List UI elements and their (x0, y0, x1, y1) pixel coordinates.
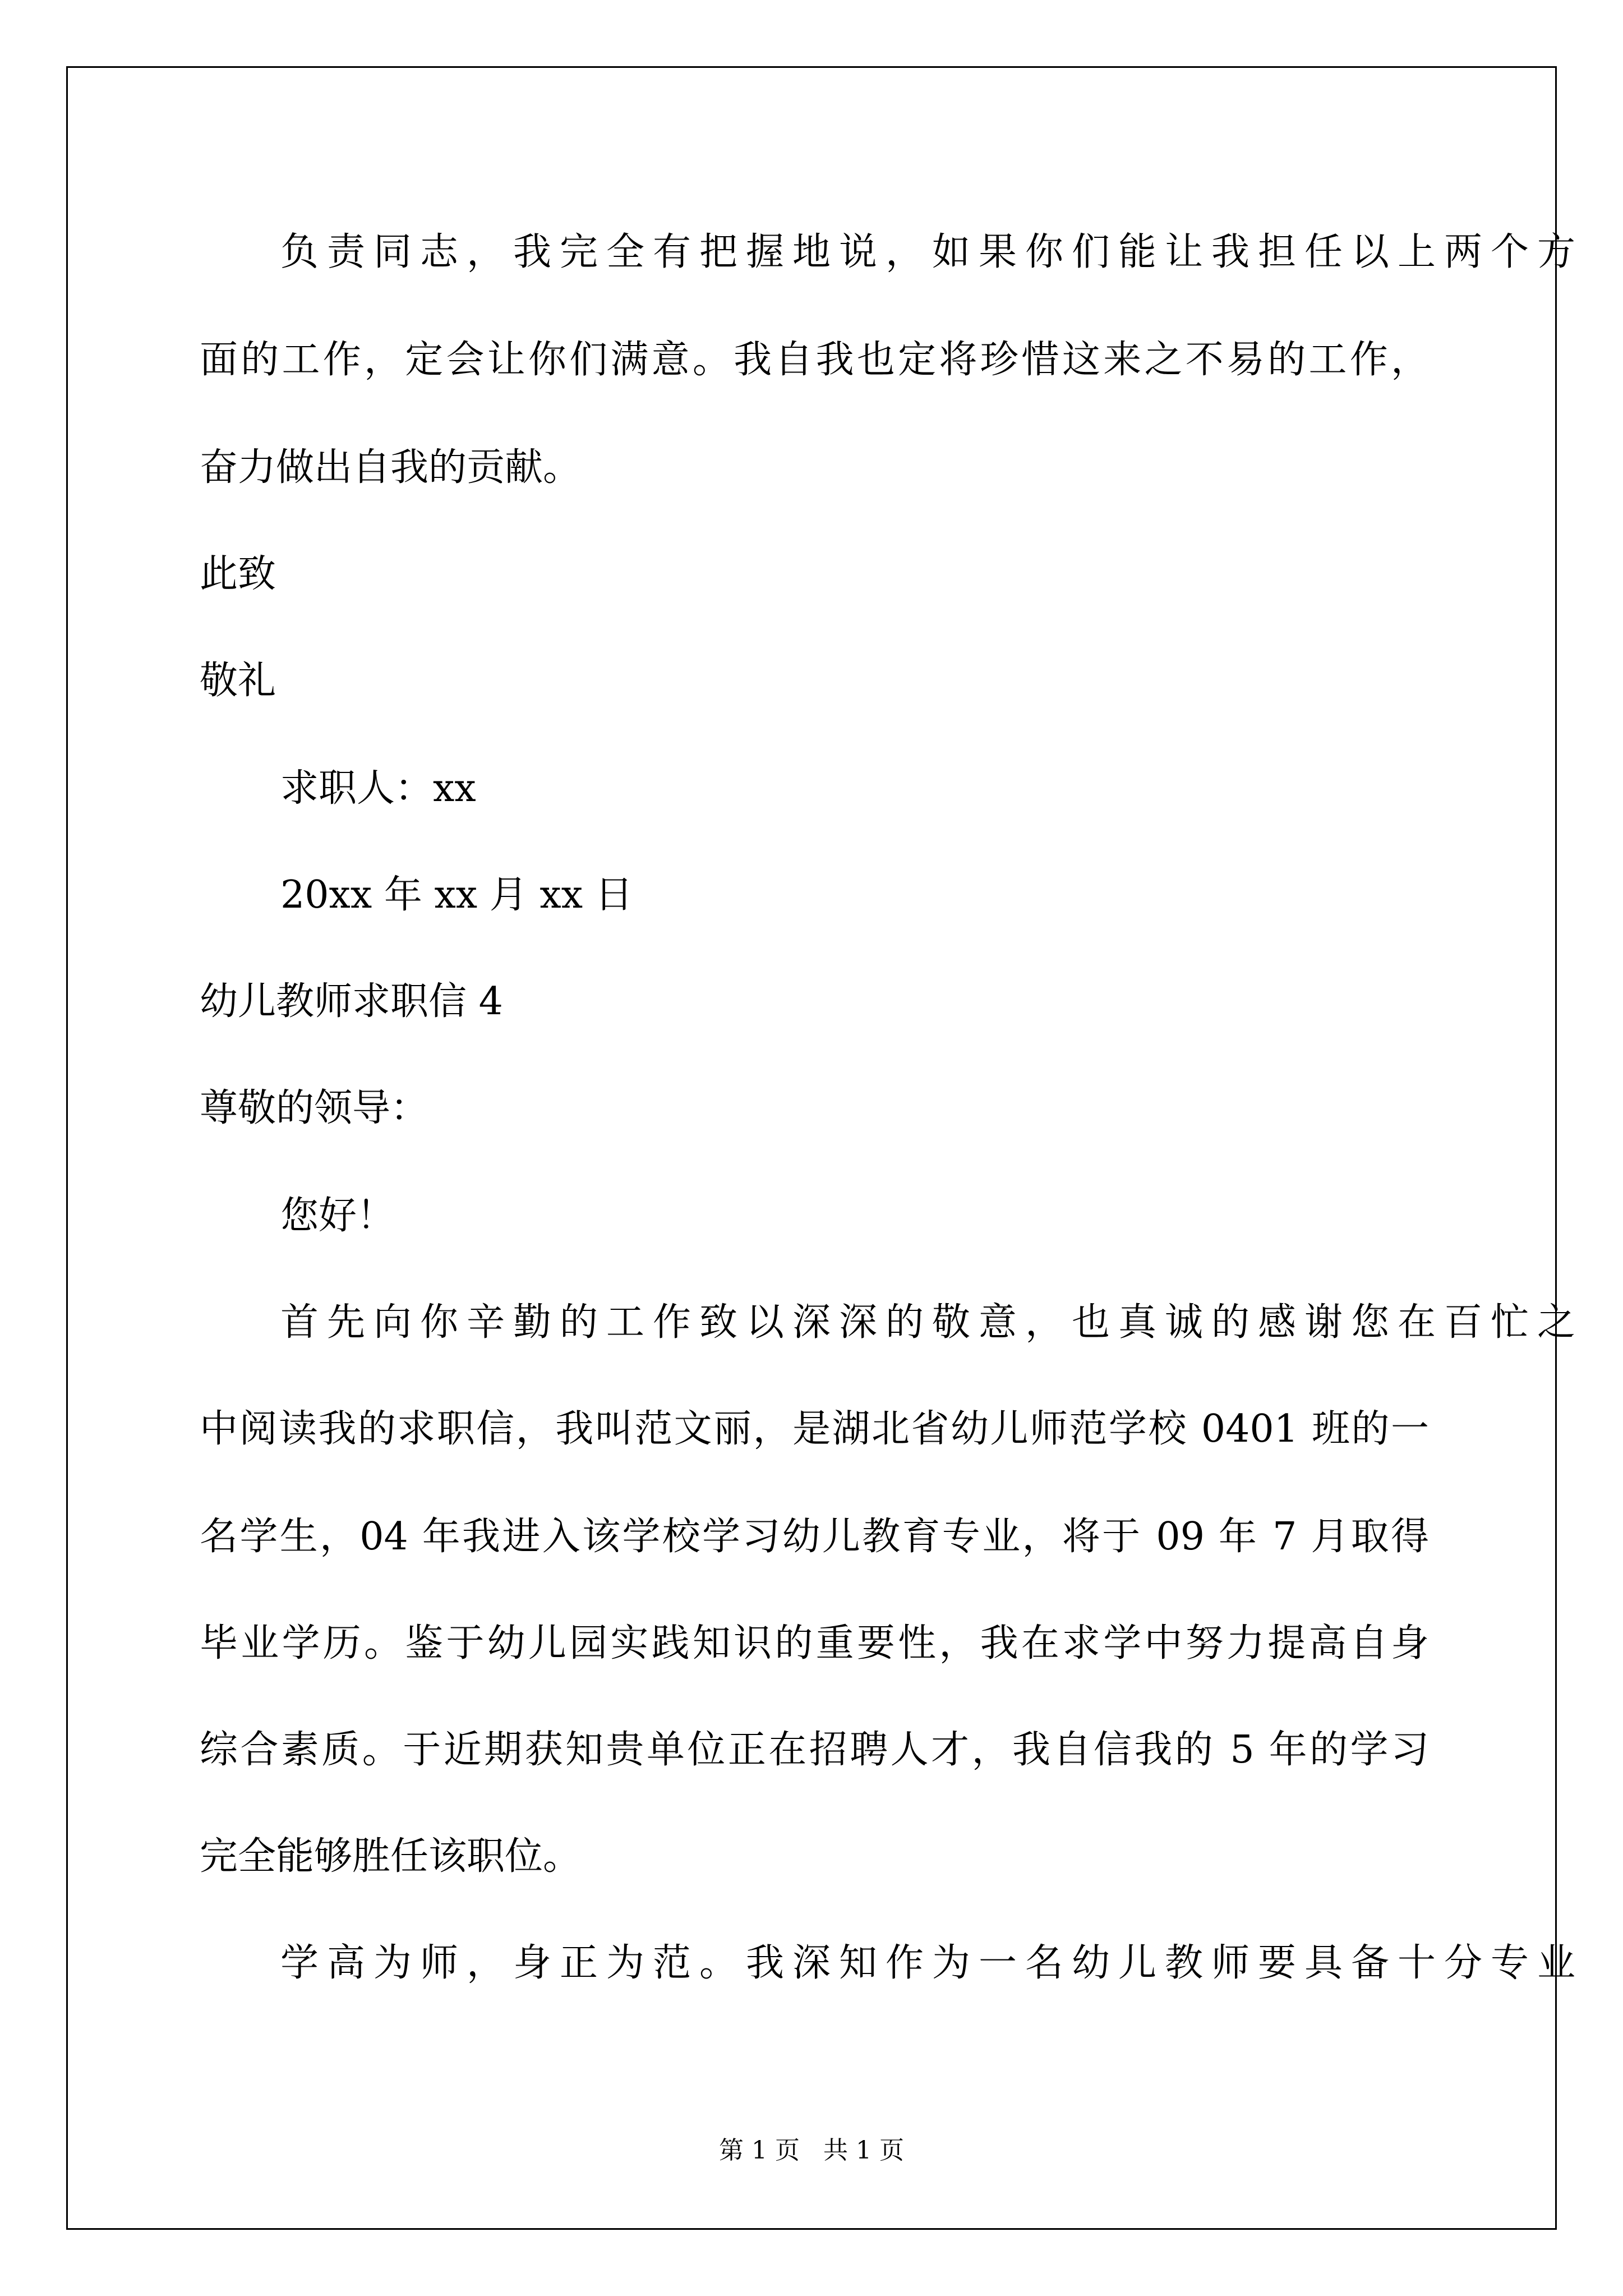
date-line: 20xx 年 xx 月 xx 日 (280, 873, 633, 917)
paragraph-line: 名学生，04 年我进入该学校学习幼儿教育专业，将于 09 年 7 月取得 (200, 1515, 1429, 1559)
paragraph-line: 综合素质。于近期获知贵单位正在招聘人才，我自信我的 5 年的学习 (200, 1728, 1429, 1772)
paragraph-line: 学高为师，身正为范。我深知作为一名幼儿教师要具备十分专业 (280, 1941, 1584, 1985)
paragraph-line: 首先向你辛勤的工作致以深深的敬意，也真诚的感谢您在百忙之 (280, 1300, 1584, 1345)
greeting: 您好！ (280, 1194, 395, 1238)
page-border (66, 66, 1584, 2230)
paragraph-line: 完全能够胜任该职位。 (200, 1834, 582, 1879)
paragraph-line: 负责同志，我完全有把握地说，如果你们能让我担任以上两个方 (280, 230, 1584, 274)
paragraph-line: 奋力做出自我的贡献。 (200, 445, 582, 490)
section-title: 幼儿教师求职信 4 (200, 979, 503, 1024)
paragraph-line: 毕业学历。鉴于幼儿园实践知识的重要性，我在求学中努力提高自身 (200, 1621, 1429, 1665)
paragraph-line: 面的工作，定会让你们满意。我自我也定将珍惜这来之不易的工作， (200, 338, 1429, 382)
signature-line: 求职人：xx (280, 766, 476, 811)
page-footer: 第 1 页 共 1 页 (719, 2136, 904, 2165)
closing-line: 敬礼 (200, 659, 276, 703)
closing-line: 此致 (200, 552, 276, 596)
paragraph-line: 中阅读我的求职信，我叫范文丽，是湖北省幼儿师范学校 0401 班的一 (200, 1407, 1429, 1451)
salutation: 尊敬的领导： (200, 1086, 429, 1130)
